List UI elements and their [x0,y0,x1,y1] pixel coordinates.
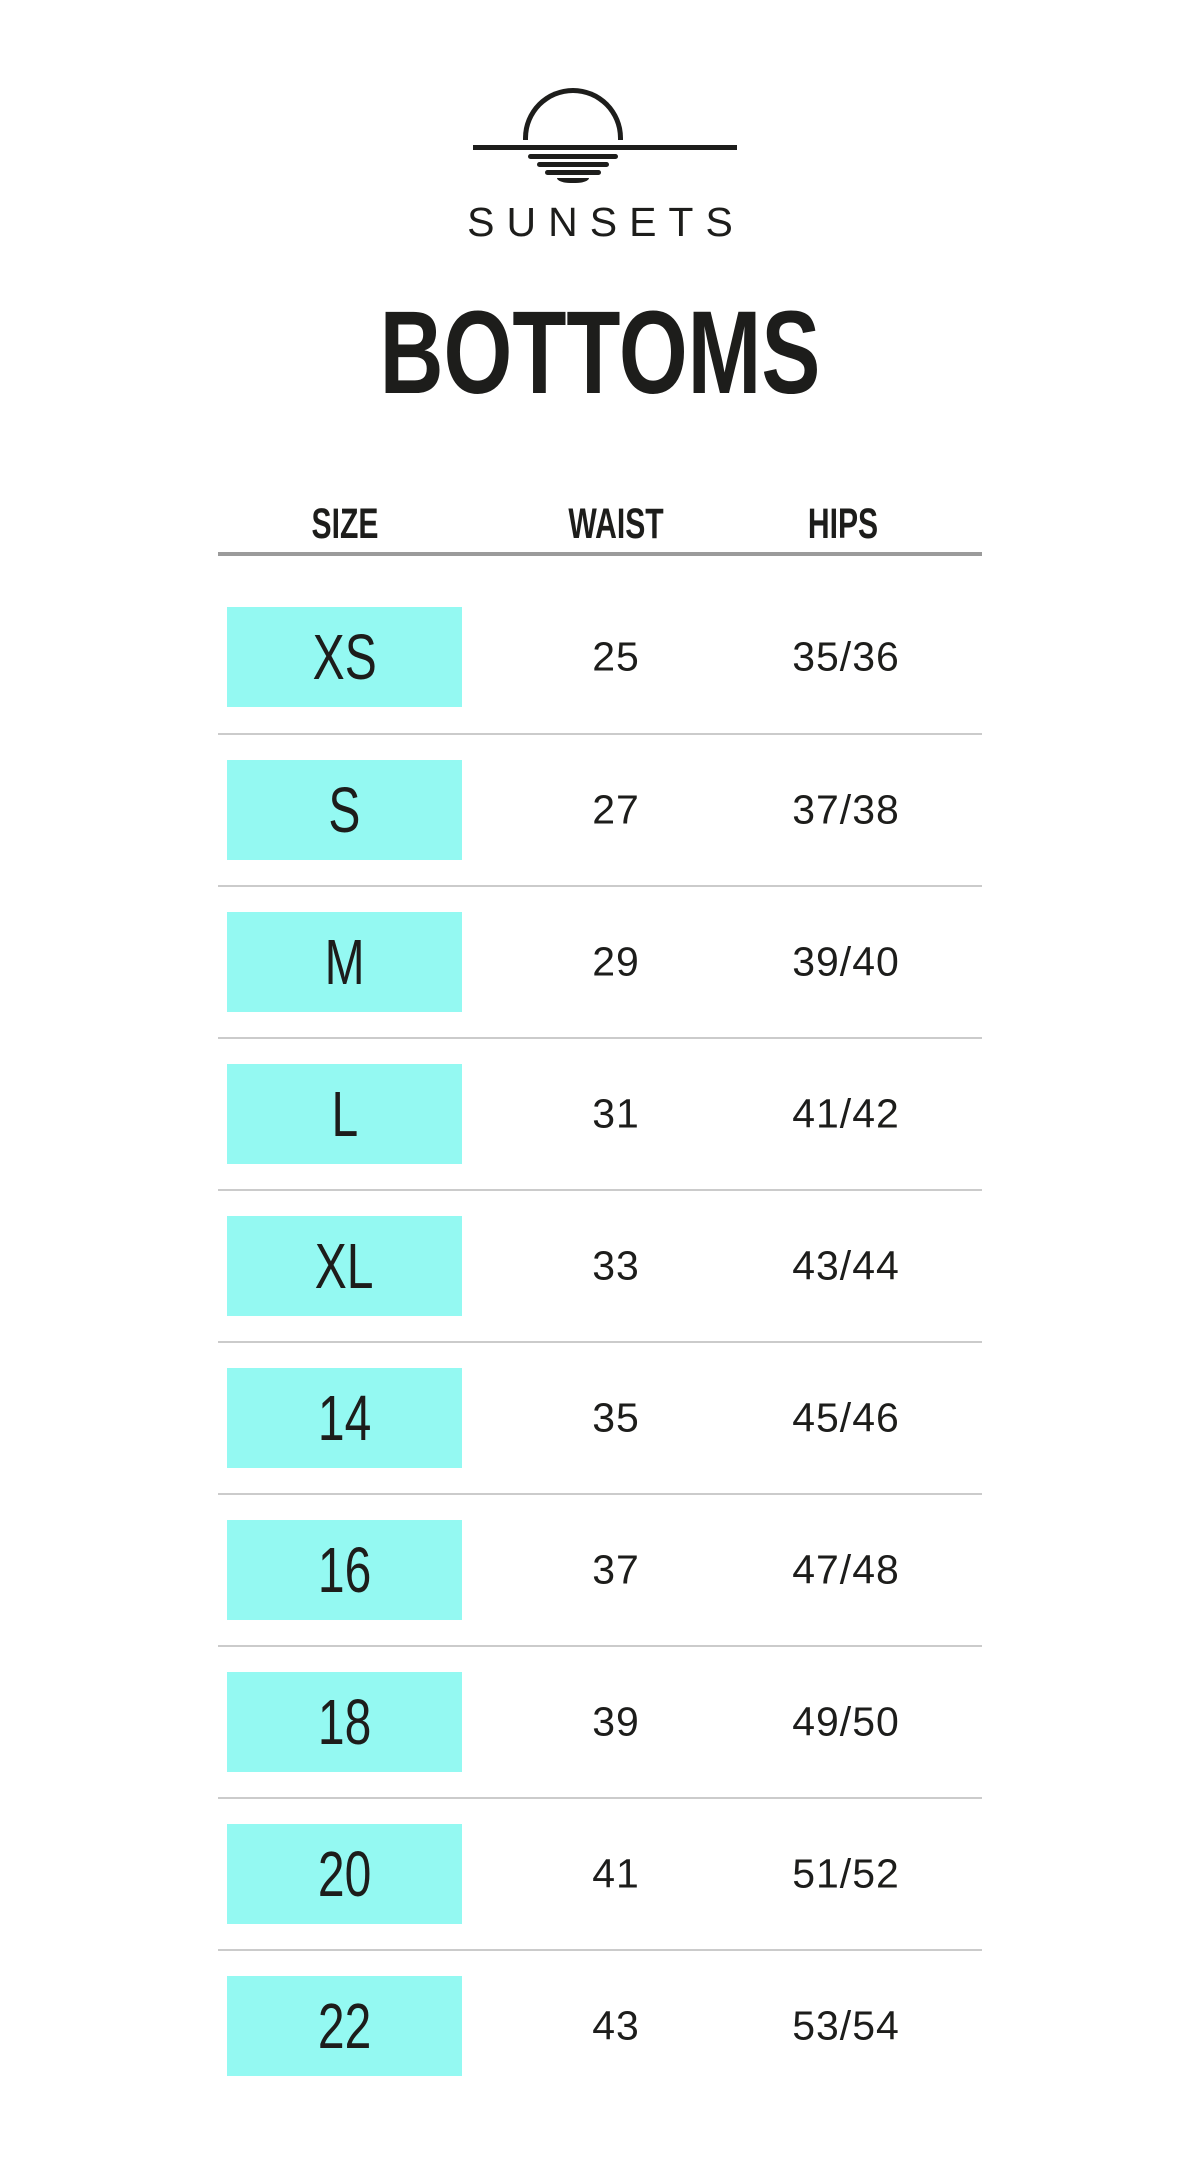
hips-value: 43/44 [792,1242,900,1289]
size-label: 18 [317,1686,372,1758]
size-label: M [324,926,365,998]
waist-value: 43 [592,2002,640,2049]
size-row [218,1647,982,1799]
size-row [218,1951,982,2101]
hips-value: 37/38 [792,786,900,833]
col-header-waist: WAIST [568,500,664,548]
hips-value: 41/42 [792,1090,900,1137]
waist-value: 35 [592,1394,640,1441]
size-row [218,556,982,735]
col-header-hips: HIPS [807,500,879,548]
waist-value: 33 [592,1242,640,1289]
size-badge [227,760,462,860]
hips-value: 47/48 [792,1546,900,1593]
size-badge [227,1520,462,1620]
size-label: 14 [317,1382,372,1454]
size-badge [227,1216,462,1316]
waist-value: 37 [592,1546,640,1593]
water-ripple [545,170,601,175]
horizon-line [473,145,737,150]
waist-value: 27 [592,786,640,833]
sunset-icon [473,88,737,198]
size-badge [227,1368,462,1468]
size-row [218,1191,982,1343]
size-row [218,1799,982,1951]
size-row [218,735,982,887]
size-badge [227,607,462,707]
size-row [218,887,982,1039]
size-badge [227,1672,462,1772]
hips-value: 51/52 [792,1850,900,1897]
size-badge [227,1824,462,1924]
size-label: 22 [317,1990,372,2062]
size-label: 16 [317,1534,372,1606]
waist-value: 39 [592,1698,640,1745]
size-row [218,1343,982,1495]
hips-value: 45/46 [792,1394,900,1441]
size-label: XS [312,620,377,693]
hips-value: 35/36 [792,633,900,679]
size-label: L [331,1078,358,1150]
size-badge [227,1064,462,1164]
hips-value: 49/50 [792,1698,900,1745]
size-table [218,490,982,2101]
size-label: XL [315,1230,374,1302]
hips-value: 39/40 [792,938,900,985]
col-header-size: SIZE [311,500,379,548]
table-body [218,556,982,2101]
page-title: BOTTOMS [379,287,821,419]
waist-value: 31 [592,1090,640,1137]
waist-value: 41 [592,1850,640,1897]
table-header-row [218,490,982,556]
waist-value: 25 [592,633,640,679]
size-badge [227,912,462,1012]
size-row [218,1495,982,1647]
sun-arc-shape [523,88,623,140]
size-row [218,1039,982,1191]
water-ripple [557,178,589,183]
hips-value: 53/54 [792,2002,900,2049]
waist-value: 29 [592,938,640,985]
size-badge [227,1976,462,2076]
size-label: S [328,774,361,846]
water-ripple [537,162,609,167]
water-ripple [528,154,618,159]
size-label: 20 [317,1838,372,1910]
brand-name: SUNSETS [467,199,745,245]
